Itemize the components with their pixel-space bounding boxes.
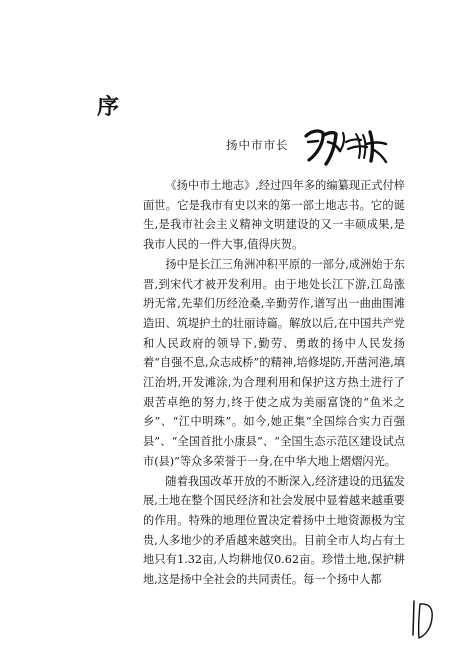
paragraph-1: 《扬中市土地志》,经过四年多的编纂现正式付梓面世。它是我市有史以来的第一部土地志书。它的诞生,是我市社会主义精神文明建设的又一丰硕成果,是我市人民的一件大事,值得庆贺。	[143, 179, 405, 252]
handwritten-page-mark	[409, 593, 439, 645]
preface-body	[143, 176, 405, 590]
author-byline: 扬中市市长	[226, 138, 289, 152]
preface-title: 序	[97, 94, 122, 120]
paragraph-3: 随着我国改革开放的不断深入,经济建设的迅猛发展,土地在整个国民经济和社会发展中显着越来越重要的作用。特殊的地理位置决定着扬中土地资源极为宝贵,人多地少的矛盾越来越突出。目前全市人均占有土地只有1.32亩,人均耕地仅0.62亩。珍惜土地,保护耕地,这是扬中全社会的共同责任。每一个扬中人都	[143, 474, 405, 587]
handwritten-signature	[300, 124, 392, 168]
paragraph-2: 扬中是长江三角洲冲积平原的一部分,成洲始于东晋,到宋代才被开发利用。由于地处长江下游,江岛涨坍无常,先辈们历经沧桑,辛勤劳作,谱写出一曲曲围滩造田、筑堤护土的壮丽诗篇。解放以后,在中国共产党和人民政府的领导下,勤劳、勇敢的扬中人民发扬着“自强不息,众志成桥”的精神,培修堤防,开凿河港,填江治坍,开发滩涂,为合理利用和保护这方热土进行了艰苦卓绝的努力,终于使之成为美丽富饶的“鱼米之乡”、“江中明珠”。如今,她正集“全国综合实力百强县”、“全国首批小康县”、“全国生态示范区建设试点市(县)”等众多荣誉于一身,在中华大地上熠熠闪光。	[143, 257, 405, 468]
